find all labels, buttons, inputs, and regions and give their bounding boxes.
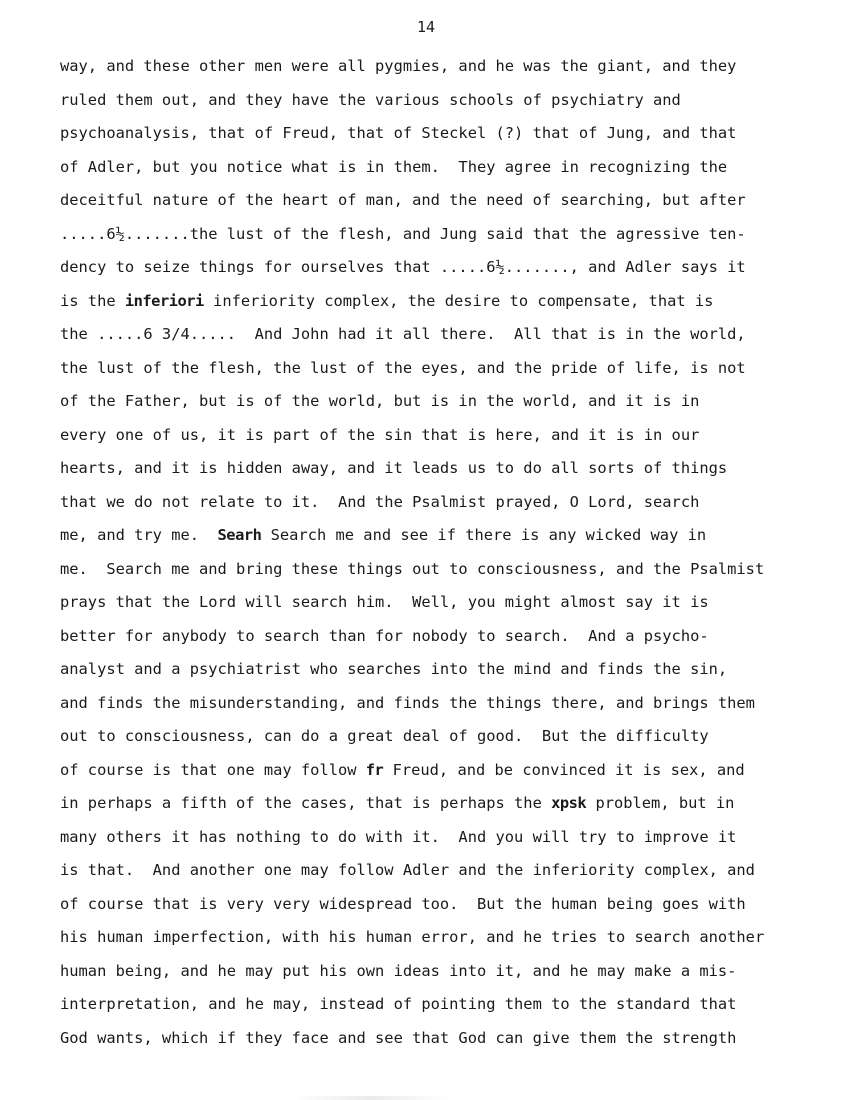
text-line: better for anybody to search than for nobody to search. And a psycho-	[60, 626, 709, 645]
text-line: of course that is very very widespread too. But the human being goes with	[60, 894, 746, 913]
text-line: interpretation, and he may, instead of pointing them to the standard that	[60, 995, 737, 1013]
text-segment: of course is that one may follow	[60, 760, 366, 779]
text-line: of Adler, but you notice what is in them. They agree in recognizing the	[60, 157, 728, 176]
text-segment: is the	[60, 291, 125, 310]
text-line: .....6½.......the lust of the flesh, and Jung said that the agressive ten-	[60, 224, 746, 243]
text-segment: Search me and see if there is any wicked way in	[261, 526, 707, 544]
text-line	[60, 285, 840, 319]
text-line: every one of us, it is part of the sin that is here, and it is in our	[60, 425, 700, 444]
text-line	[60, 787, 840, 821]
typewritten-body	[60, 50, 840, 1055]
text-line	[60, 519, 840, 553]
text-segment: Freud, and be convinced it is sex, and	[383, 760, 745, 779]
text-segment: in perhaps a fifth of the cases, that is perhaps the	[60, 794, 552, 812]
text-line: and finds the misunderstanding, and finds the things there, and brings them	[60, 693, 755, 712]
text-line: out to consciousness, can do a great deal of good. But the difficulty	[60, 727, 709, 745]
text-line: of the Father, but is of the world, but is in the world, and it is in	[60, 392, 700, 410]
text-line: prays that the Lord will search him. Well, you might almost say it is	[60, 593, 709, 611]
text-line: hearts, and it is hidden away, and it leads us to do all sorts of things	[60, 459, 728, 477]
text-line: ruled them out, and they have the various schools of psychiatry and	[60, 90, 681, 109]
scan-artifact	[290, 1096, 450, 1100]
struck-out-text: Searh	[217, 526, 262, 544]
text-line: the .....6 3/4..... And John had it all there. All that is in the world,	[60, 325, 746, 343]
struck-out-text: inferiori	[124, 291, 204, 310]
text-line: that we do not relate to it. And the Psalmist prayed, O Lord, search	[60, 492, 700, 511]
text-line: is that. And another one may follow Adler and the inferiority complex, and	[60, 861, 755, 879]
text-line: God wants, which if they face and see that God can give them the strength	[60, 1028, 737, 1047]
text-segment: me, and try me.	[60, 526, 218, 544]
text-line	[60, 754, 840, 788]
text-line: the lust of the flesh, the lust of the eyes, and the pride of life, is not	[60, 358, 746, 377]
text-line: way, and these other men were all pygmies, and he was the giant, and they	[60, 57, 737, 75]
struck-out-text: fr	[365, 760, 384, 779]
text-line: deceitful nature of the heart of man, and the need of searching, but after	[60, 191, 746, 209]
text-line: human being, and he may put his own ideas into it, and he may make a mis-	[60, 961, 737, 980]
text-line: me. Search me and bring these things out to consciousness, and the Psalmist	[60, 559, 765, 578]
text-line: his human imperfection, with his human error, and he tries to search another	[60, 928, 765, 946]
text-segment: problem, but in	[586, 794, 735, 812]
text-line: dency to seize things for ourselves that .....6½......., and Adler says it	[60, 258, 746, 276]
struck-out-text: xpsk	[551, 794, 587, 812]
text-line: many others it has nothing to do with it. And you will try to improve it	[60, 827, 737, 846]
text-line: analyst and a psychiatrist who searches into the mind and finds the sin,	[60, 660, 728, 678]
text-line: psychoanalysis, that of Freud, that of Steckel (?) that of Jung, and that	[60, 124, 737, 142]
page-number: 14	[416, 18, 436, 36]
text-segment: inferiority complex, the desire to compensate, that is	[203, 291, 714, 310]
